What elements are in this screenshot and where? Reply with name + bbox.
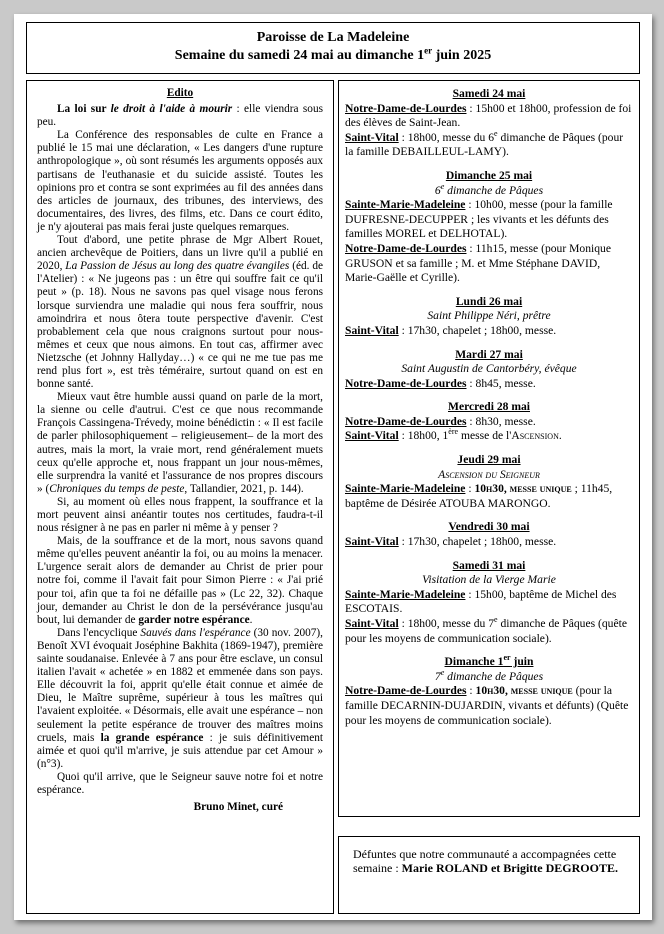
mass-detail: : 15h00 et 18h00, profession de foi des élèves de Saint-Jean. (345, 101, 632, 130)
mass-detail: : 18h00, messe du 7 (398, 617, 495, 630)
mass-detail: dimanche de Pâques (quête pour les moyens de communication sociale). (345, 617, 627, 645)
schedule-column (338, 80, 640, 817)
mass-line (345, 242, 633, 286)
feast-name: Saint Philippe Néri, prêtre (427, 309, 551, 323)
edito-title: Edito (166, 87, 194, 99)
day-title: Lundi 26 mai (455, 294, 523, 308)
edito-paragraph (37, 234, 323, 391)
feast-number: 6 (434, 183, 441, 197)
day-block-tue27 (345, 348, 633, 392)
mass-detail: : (466, 684, 476, 698)
day-title: Mardi 27 mai (455, 347, 523, 361)
text-run: (30 nov. 2007), Benoît XVI évoquait Joséphine Bakhita (1869-1947), première sainte soudanaise. Enlevée à 7 ans pour être esclave, un consul italien l'avait « achetée » en 1882 et emmenée dans son pays. Elle découvrit la foi, apprit qu'elle était connue et aimée de Dieu, le Maître suprême, supérieur à tous les maîtres qui l'avaient exploitée. « Désormais, elle avait une espérance – non seulement la petite espérance de trouver des maîtres moins cruels, mais (37, 626, 323, 744)
mass-line (345, 617, 633, 646)
superscript: e (494, 128, 498, 138)
feast-name: Visitation de la Vierge Marie (422, 573, 556, 587)
mass-line (345, 415, 633, 430)
feast-name: Saint Augustin de Cantorbéry, évêque (401, 362, 577, 376)
deceased-intro: Défuntes que notre communauté a accompagnées cette semaine : (353, 847, 617, 876)
bulletin-header (26, 22, 640, 74)
day-block-sun25 (345, 169, 633, 286)
edito-paragraph (37, 627, 323, 771)
mass-line (345, 482, 633, 511)
superscript: ère (448, 427, 459, 437)
day-title: Samedi 24 mai (452, 87, 526, 100)
edito-lead-rest: : elle viendra sous peu. (37, 103, 324, 129)
edito-lead-italic: le droit à l'aide à mourir (110, 103, 233, 116)
day-title: Jeudi 29 mai (457, 453, 521, 467)
bulletin-sheet (14, 14, 652, 920)
church-name: Saint-Vital (345, 617, 399, 630)
deceased-box (338, 836, 640, 914)
church-name: Notre-Dame-de-Lourdes (345, 684, 467, 698)
mass-detail: : 10h00, messe (pour la famille DUFRESNE-DECUPPER ; les vivants et les défunts des familles MOREL et DELHOTAL). (345, 198, 613, 241)
mass-detail: : 11h15, messe (pour Monique GRUSON et sa famille ; M. et Mme Stéphane DAVID, Marie-Gaëlle et Cyrille). (345, 241, 611, 285)
mass-line (345, 429, 633, 444)
text-run: (éd. de l'Atelier) : « Ne jugeons pas : un être qui souffre fait ce qu'il peut » (p. 18). Nous ne savons pas quel visage nous ferons lorsque surviendra une maladie qui nous fera souffrir, nous amoindrira et nous ôtera toute perspective d'avenir. C'est probablement cela que nous craignons surtout pour nous-mêmes et ceux que nous aimons. En tout cas, affirmer avec Nietzsche (et Johnny Hallyday…) « ce qui ne me tue pas me rend plus fort », est très téméraire, surtout quand on est en bonne santé. (37, 260, 323, 391)
mass-line (345, 102, 633, 131)
superscript: e (494, 615, 498, 625)
mass-line (345, 198, 633, 242)
church-name: Sainte-Marie-Madeleine (345, 587, 466, 601)
encyclical-title: Sauvés dans l'espérance (140, 626, 251, 639)
day-block-mon26 (345, 295, 633, 339)
edito-column (26, 80, 334, 914)
day-block-sun1 (345, 655, 633, 728)
day-block-wed28 (345, 400, 633, 444)
feast-smallcaps: Ascension. (511, 429, 562, 443)
day-block-thu29 (345, 453, 633, 511)
day-title: Samedi 31 mai (452, 558, 526, 572)
feast-name (345, 181, 633, 199)
day-block-fri30 (345, 520, 633, 549)
week-title-end: juin 2025 (432, 48, 492, 63)
mass-detail: : 15h00, baptême de Michel des ESCOTAIS. (345, 587, 617, 616)
mass-line (345, 324, 633, 339)
day-block-sat31 (345, 559, 633, 647)
church-name: Sainte-Marie-Madeleine (345, 198, 466, 212)
mass-detail: : 17h30, chapelet ; 18h00, messe. (398, 535, 557, 549)
text-run: . (249, 613, 253, 626)
church-name: Notre-Dame-de-Lourdes (345, 414, 467, 428)
mass-detail: : 8h30, messe. (466, 414, 536, 428)
superscript: er (503, 653, 511, 663)
week-title-sup: er (424, 45, 433, 56)
mass-line (345, 684, 633, 728)
day-title: Mercredi 28 mai (448, 400, 530, 414)
mass-detail: (pour la famille DECARNIN-DUJARDIN, vivants et défunts) (Quête pour les moyens de communication sociale). (345, 684, 629, 727)
mass-line (345, 128, 633, 160)
day-title (345, 655, 633, 670)
edito-paragraph: Si, au moment où elles nous frappent, la souffrance et la mort peuvent ainsi anéantir toutes nos certitudes, faudra-t-il nous résigner à ne pas en parler ni même à y penser ? (37, 495, 323, 535)
edito-lead-bold: La loi sur (57, 103, 111, 116)
text-run: Tout d'abord, une petite phrase de Mgr Albert Rouet, ancien archevêque de Poitiers, dans un livre qu'il a publié en 2020, (37, 234, 323, 273)
mass-detail: : 17h30, chapelet ; 18h00, messe. (398, 323, 557, 337)
church-name: Saint-Vital (345, 535, 399, 549)
day-title: Vendredi 30 mai (448, 520, 530, 534)
day-title: Dimanche 25 mai (445, 168, 533, 182)
edito-paragraph (37, 391, 323, 496)
mass-detail: : (465, 482, 475, 496)
church-name: Notre-Dame-de-Lourdes (345, 101, 467, 115)
feast-name: Ascension du Seigneur (438, 467, 540, 481)
week-title (27, 47, 639, 65)
text-run: Mais, de la souffrance et de la mort, nous savons quand même qu'elles peuvent anéantir la foi, ou au moins la menacer. L'urgence serait alors de demander au Christ de prier pour notre foi, comme il l'avait fait pour Simon Pierre : « J'ai prié pour toi, afin que ta foi ne défaille pas » (Lc 22, 32). Chaque jour, demander au Christ le don de la persévérance jusqu'au bout, lui demander de (37, 535, 323, 626)
text-run: , Tallandier, 2021, p. 144). (184, 482, 304, 495)
signature: Bruno Minet, curé (193, 801, 283, 814)
feast-name (345, 667, 633, 685)
mass-detail: : 18h00, messe du 6 (398, 130, 495, 144)
mass-detail: dimanche de Pâques (pour la famille DEBAILLEUL-LAMY). (345, 130, 624, 159)
feast-number: 7 (434, 669, 441, 683)
superscript: e (440, 667, 445, 677)
emphasis: garder notre espérance (138, 613, 250, 626)
day-title-text: juin (510, 655, 534, 669)
day-title-text: Dimanche 1 (444, 655, 504, 669)
mass-detail: ; 11h45, baptême de Désirée ATOUBA MARONGO. (345, 482, 613, 510)
mass-line (345, 535, 633, 550)
church-name: Notre-Dame-de-Lourdes (345, 241, 467, 255)
feast-text: dimanche de Pâques (444, 669, 544, 683)
church-name: Notre-Dame-de-Lourdes (345, 376, 467, 390)
book-title: La Passion de Jésus au long des quatre évangiles (65, 260, 290, 273)
text-run: Dans l'encyclique (57, 626, 141, 639)
mass-line (345, 377, 633, 392)
day-block-sat24 (345, 87, 633, 160)
mass-detail: : 18h00, 1 (398, 429, 449, 443)
book-title: Chroniques du temps de peste (49, 482, 185, 495)
mass-detail: : 8h45, messe. (466, 376, 536, 390)
church-name: Sainte-Marie-Madeleine (345, 482, 466, 496)
edito-paragraph (37, 103, 323, 129)
feast-text: dimanche de Pâques (444, 183, 544, 197)
text-run: Mieux vaut être humble aussi quand on parle de la mort, la sienne ou celle d'autrui. C'est ce que nous recommande François Cassingena-Trévedy, moine bénédictin : « Il est facile de parler philosophiquement – religieusement– de la mort des autres, mais la mort, la vraie mort, rend généralement muets ceux qu'elle approche et, nous frappant un jour nous-mêmes, elle surprendra la vanité et l'assurance de nos propres discours » ( (37, 391, 323, 495)
deceased-names: Marie ROLAND et Brigitte DEGROOTE. (401, 861, 618, 876)
single-mass-notice: 10h30, messe unique (475, 684, 573, 698)
text-run: : je suis définitivement aimée et quoi qu'il m'arrive, je suis attendue par cet Amour » (n°3). (37, 731, 323, 770)
parish-title: Paroisse de La Madeleine (256, 30, 410, 45)
week-title-text: Semaine du samedi 24 mai au dimanche 1 (174, 48, 425, 63)
edito-paragraph (37, 535, 323, 627)
superscript: e (440, 181, 445, 191)
emphasis: la grande espérance (100, 731, 204, 744)
mass-detail: messe de l' (458, 429, 512, 443)
church-name: Saint-Vital (345, 429, 399, 443)
mass-line (345, 588, 633, 617)
edito-paragraph: La Conférence des responsables de culte en France a publié le 15 mai une déclaration, « Les dangers d'une rupture anthropologique », où sont résumés les arguments opposés aux partisans de l'euthanasie et du suicide assisté. Toutes les opinions pro et contra se sont exprimées au fil des années dans des articles de journaux, des tribunes, des interviews, des documentaires, des livres, des films, etc. Dans ce court édito, je n'y ajouterai pas mais ferai juste quelques remarques. (37, 129, 323, 233)
church-name: Saint-Vital (345, 130, 399, 144)
single-mass-notice: 10h30, messe unique (474, 482, 572, 496)
church-name: Saint-Vital (345, 323, 399, 337)
edito-paragraph: Quoi qu'il arrive, que le Seigneur sauve notre foi et notre espérance. (37, 770, 323, 796)
